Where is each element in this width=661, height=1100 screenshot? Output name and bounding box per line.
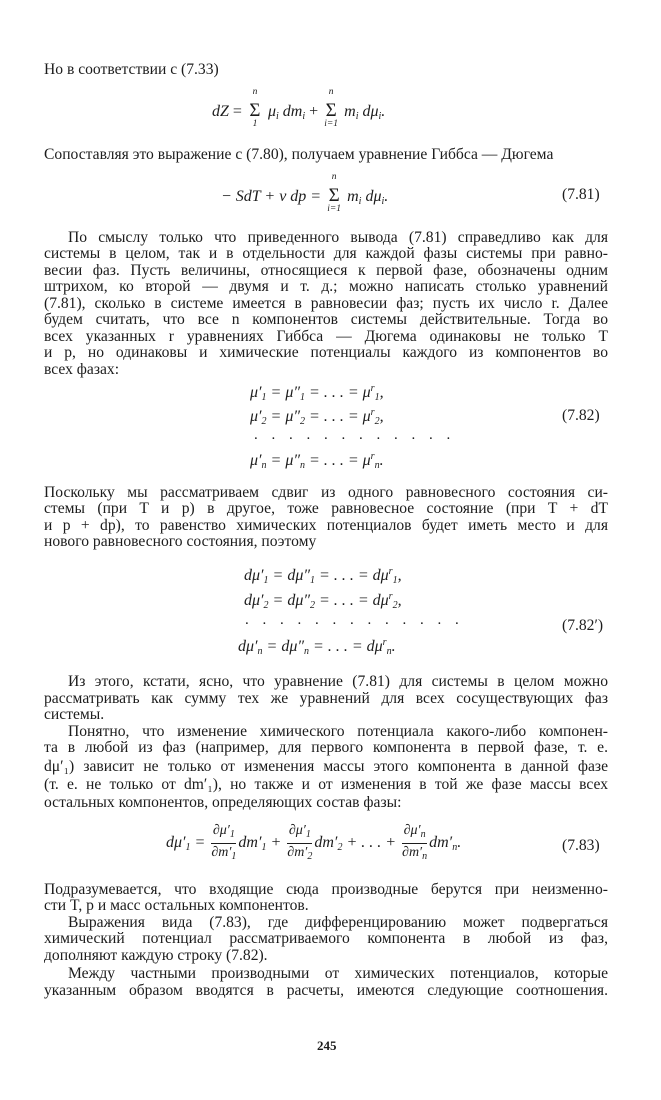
para1-line: штрихом, ко второй — двумя и т. д.; можно написать столько уравнений — [44, 278, 608, 295]
para5-line: Подразумевается, что входящие сюда производные берутся при неизменно- — [44, 881, 608, 898]
para3-line: рассматривать как сумму тех же уравнений для всех сосуществующих фаз — [44, 690, 608, 707]
sum-symbol-2: n Σ i=1 — [324, 87, 339, 129]
para5-line: сти T, p и масс остальных компонентов. — [44, 897, 309, 914]
para1-line: всех фазах: — [44, 361, 120, 378]
equation-number-7-83: (7.83) — [562, 837, 600, 854]
para7-line: указанным образом вводятся в расчеты, имеются следующие соотношения. — [44, 982, 608, 999]
para1-line: По смыслу только что приведенного вывода (7.81) справедливо как для — [68, 229, 608, 246]
equation-number-7-82: (7.82) — [562, 407, 600, 424]
para4-line: (т. е. не только от dm′₁), но также и от изменения в той же фазе массы всех — [44, 776, 608, 793]
equation-7-82p-row: $d\mu'_1 = d\mu''_1$ = . . . = $d\mu^r_1$, — [244, 566, 402, 586]
para2-line: и p + dp), то равенство химических потенциалов будет иметь место и для — [44, 517, 608, 534]
para4-line: Понятно, что изменение химического потенциала какого-либо компонен- — [68, 723, 608, 740]
equation-7-82p-row: $d\mu'_n = d\mu''_n$ = . . . = $d\mu^r_n$. — [238, 637, 396, 657]
para7-line: Между частными производными от химических потенциалов, которые — [68, 965, 608, 982]
equation-7-82p-row: $d\mu'_2 = d\mu''_2$ = . . . = $d\mu^r_2$, — [244, 591, 402, 611]
ellipsis-row: . . . . . . . . . . . . — [254, 427, 456, 443]
para6-line: Выражения вида (7.83), где дифференцированию может подвергаться — [68, 914, 608, 931]
para3-line: системы. — [44, 706, 105, 723]
para2-line: Поскольку мы рассматриваем сдвиг из одного равновесного состояния си- — [44, 484, 608, 501]
equation-7-81: − SdT + v dp = n Σ i=1 $m_i$ $d\mu_i$. — [221, 172, 389, 214]
equation-7-83: $d\mu'_1$ = $\frac{\partial\mu'_1}{\partial m'_1}$ $dm'_1$ + $\frac{\partial\mu'_1}{\partial m'_2}$ $dm'_2$ + . . . + $\frac{\partial\mu'_n}{\partial m'_n}$ $dm'_n$. — [166, 823, 462, 862]
para6-line: дополняют каждую строку (7.82). — [44, 947, 268, 964]
para4-line: остальных компонентов, определяющих состав фазы: — [44, 794, 402, 811]
sum-symbol-1: n Σ 1 — [249, 87, 261, 129]
para4-line: та в любой из фаз (например, для первого компонента в первой фазе, т. е. — [44, 739, 608, 756]
ellipsis-row: . . . . . . . . . . . . . — [245, 612, 464, 628]
para1-line: весии фаз. Пусть величины, относящиеся к первой фазе, обозначены одним — [44, 262, 608, 279]
sum-symbol-3: n Σ i=1 — [327, 172, 342, 214]
equation-number-7-81: (7.81) — [562, 186, 600, 203]
para4-line: dμ′₁) зависит не только от изменения массы этого компонента в данной фазе — [44, 758, 608, 775]
para1-line: будем считать, что все n компонентов системы действительные. Тогда во — [44, 311, 608, 328]
formula-dz: dZ = n Σ 1 $\mu_i$ $dm_i$ + n Σ i=1 $m_i$ $d\mu_i$. — [212, 87, 386, 129]
para1-line: и p, но одинаковы и химические потенциалы каждого из компонентов во — [44, 344, 608, 361]
para6-line: химический потенциал рассматриваемого компонента в любой из фаз, — [44, 930, 608, 947]
compare-text: Сопоставляя это выражение с (7.80), получаем уравнение Гиббса — Дюгема — [44, 146, 554, 163]
formula-dz-lhs: dZ — [212, 103, 229, 120]
para2-line: стемы (при T и p) в другое, тоже равновесное состояние (при T + dT — [44, 500, 608, 517]
equation-number-7-82p: (7.82′) — [562, 617, 604, 634]
equation-7-82-row: $\mu'_n = \mu''_n$ = . . . = $\mu^r_n$. — [250, 451, 384, 471]
para1-line: всех указанных r уравнениях Гиббса — Дюгема одинаковы не только T — [44, 328, 608, 345]
intro-text: Но в соответствии с (7.33) — [44, 61, 219, 78]
para3-line: Из этого, кстати, ясно, что уравнение (7.81) для системы в целом можно — [68, 673, 608, 690]
para1-line: (7.81), сколько в системе имеется в равновесии фаз; пусть их число r. Далее — [44, 295, 608, 312]
equation-7-82-row: $\mu'_1 = \mu''_1$ = . . . = $\mu^r_1$, — [250, 383, 384, 403]
equation-7-82-row: $\mu'_2 = \mu''_2$ = . . . = $\mu^r_2$, — [250, 407, 384, 427]
para2-line: нового равновесного состояния, поэтому — [44, 533, 317, 550]
para1-line: системы в целом, так и в отдельности для каждой фазы системы при равно- — [44, 245, 608, 262]
page-number: 245 — [317, 1038, 337, 1053]
